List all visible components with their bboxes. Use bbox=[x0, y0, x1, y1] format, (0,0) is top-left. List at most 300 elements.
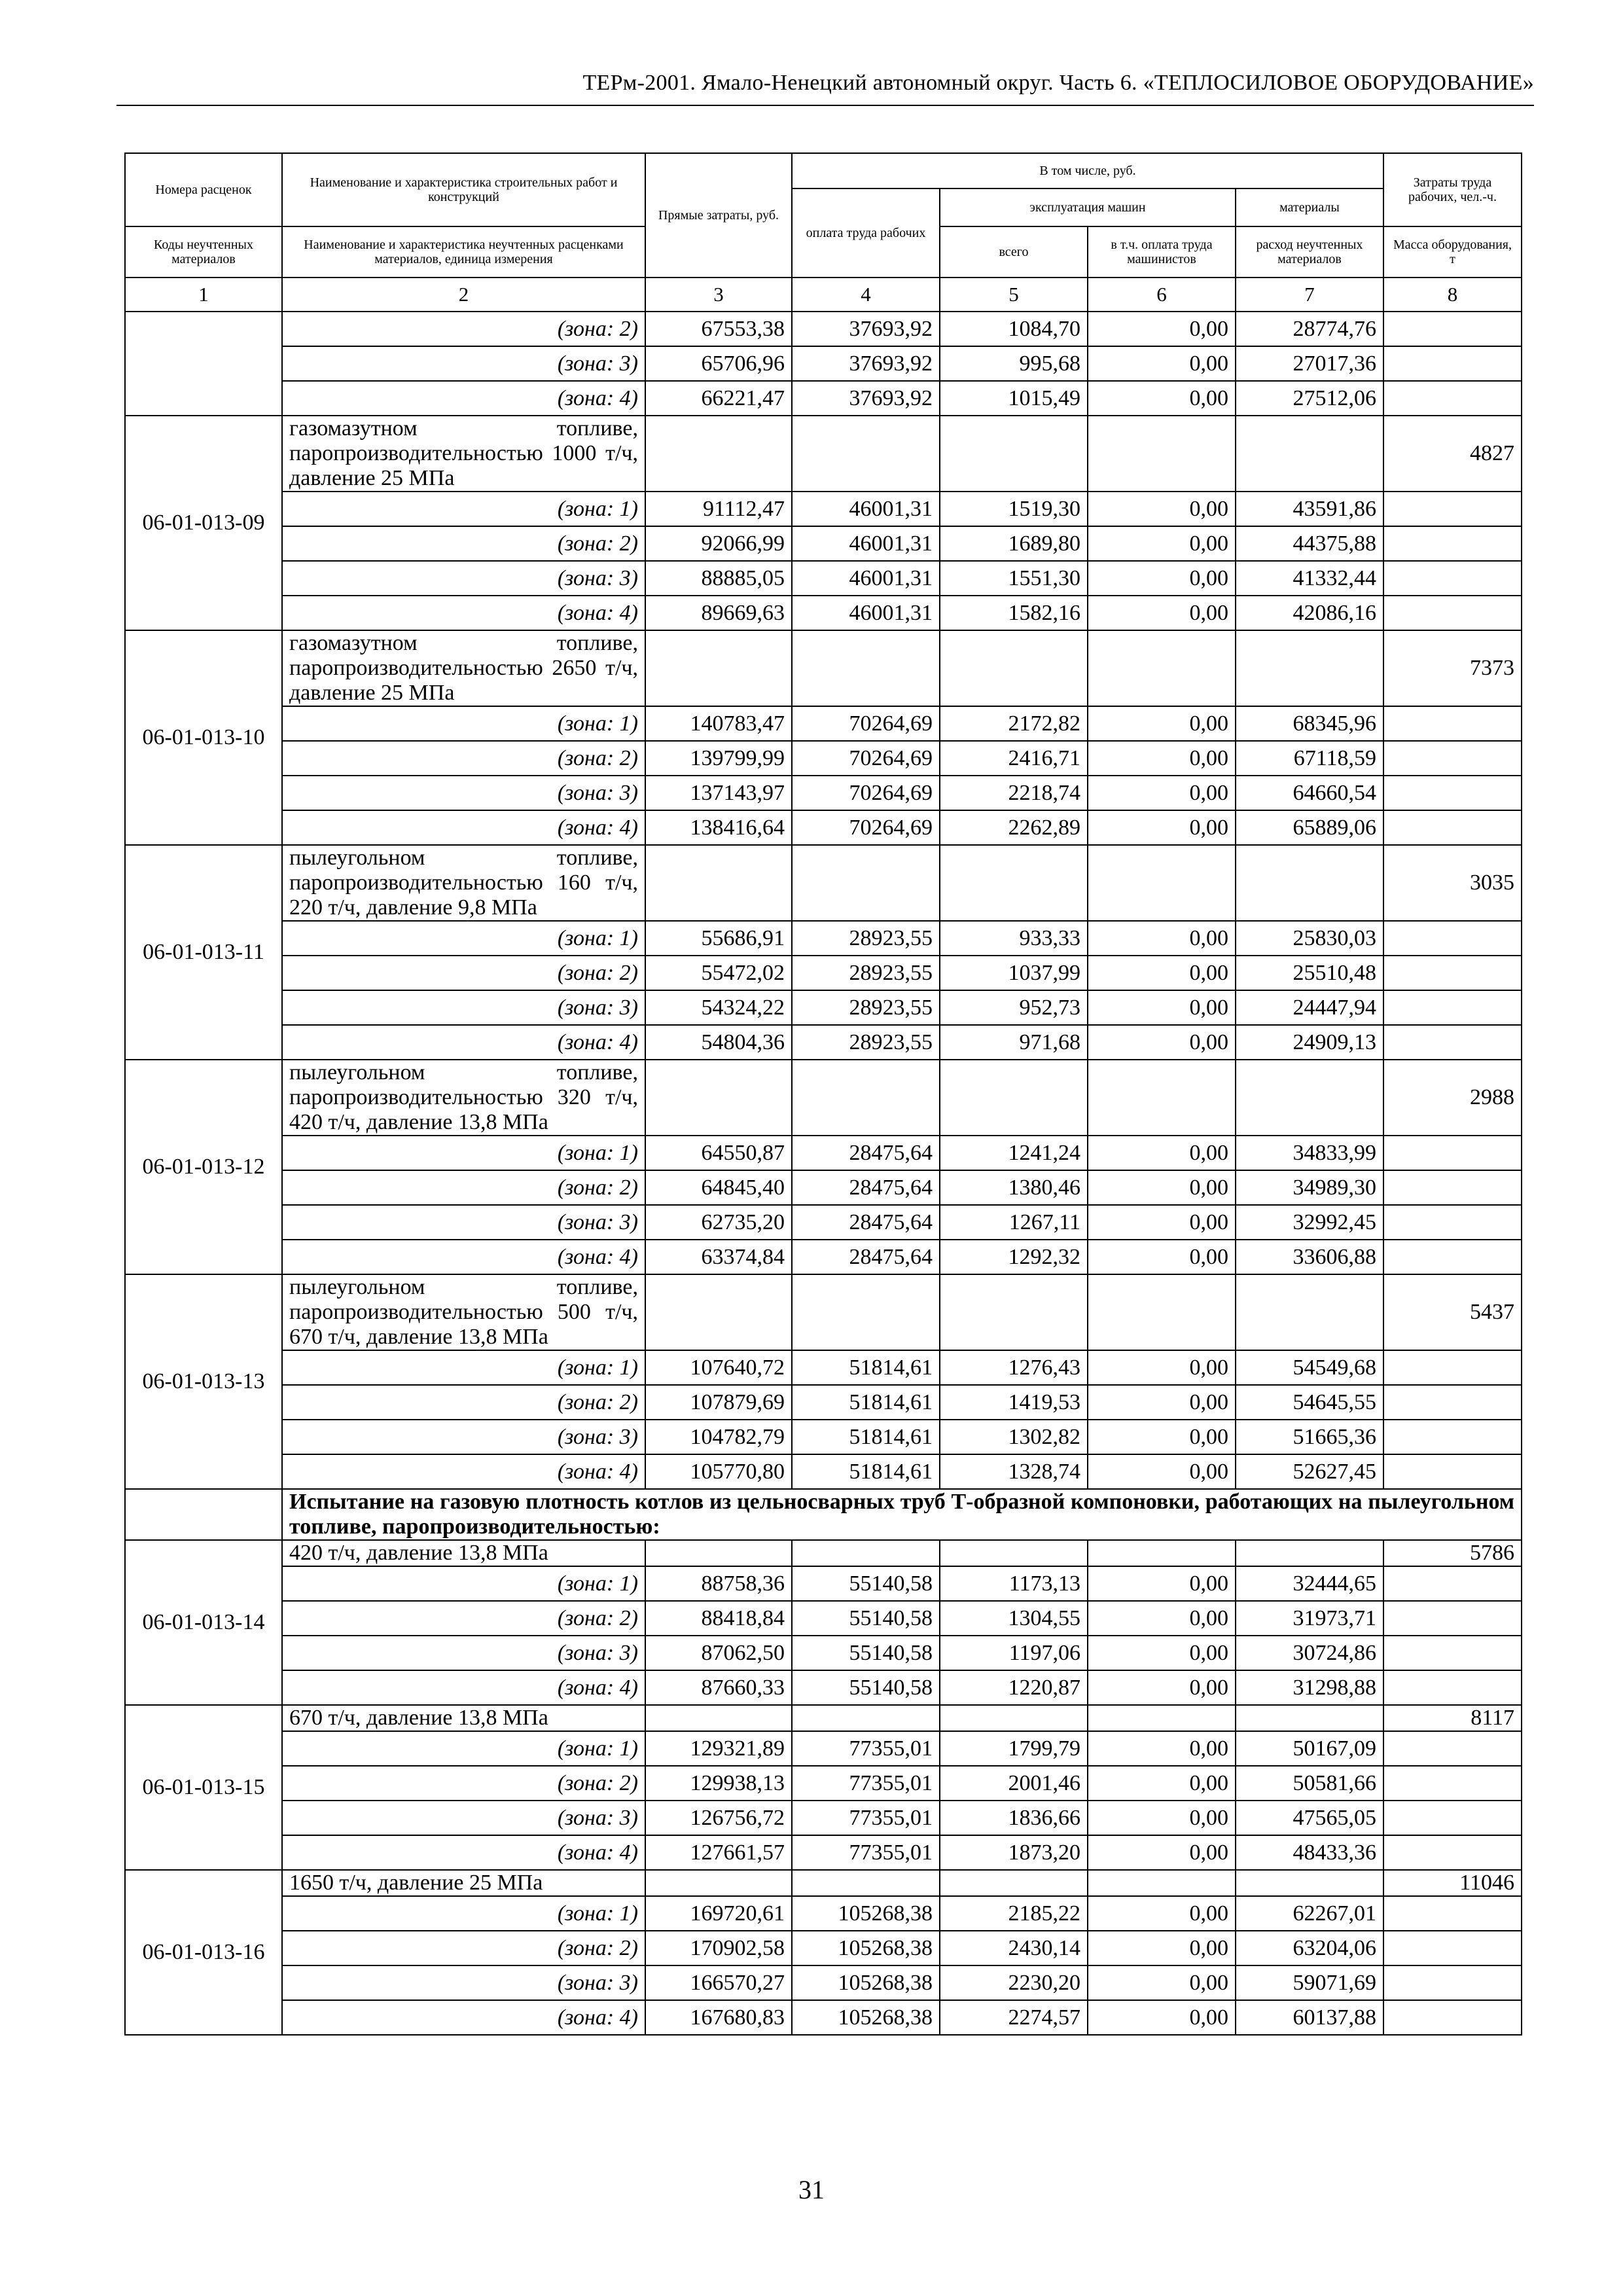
worker-wages: 28923,55 bbox=[792, 990, 940, 1025]
zone-label: (зона: 4) bbox=[282, 1240, 645, 1274]
operator-wages: 0,00 bbox=[1088, 1454, 1236, 1489]
operator-wages: 0,00 bbox=[1088, 1601, 1236, 1636]
direct-costs: 63374,84 bbox=[645, 1240, 792, 1274]
operator-wages: 0,00 bbox=[1088, 1965, 1236, 2000]
machine-costs: 1302,82 bbox=[940, 1420, 1088, 1454]
worker-wages: 70264,69 bbox=[792, 776, 940, 810]
column-number: 4 bbox=[792, 278, 940, 312]
direct-costs: 107879,69 bbox=[645, 1385, 792, 1420]
worker-wages: 28475,64 bbox=[792, 1205, 940, 1240]
rate-code: 06-01-013-16 bbox=[125, 1870, 282, 2035]
material-costs: 64660,54 bbox=[1236, 776, 1383, 810]
material-costs: 31973,71 bbox=[1236, 1601, 1383, 1636]
zone-row bbox=[125, 1931, 1522, 1965]
zone-label: (зона: 3) bbox=[282, 776, 645, 810]
direct-costs: 107640,72 bbox=[645, 1350, 792, 1385]
zone-row bbox=[125, 810, 1522, 845]
direct-costs: 137143,97 bbox=[645, 776, 792, 810]
direct-costs: 129938,13 bbox=[645, 1766, 792, 1801]
empty-cell bbox=[645, 630, 792, 706]
direct-costs: 87062,50 bbox=[645, 1636, 792, 1670]
zone-label: (зона: 2) bbox=[282, 1601, 645, 1636]
machine-costs: 1328,74 bbox=[940, 1454, 1088, 1489]
rate-code: 06-01-013-10 bbox=[125, 630, 282, 845]
zone-label: (зона: 1) bbox=[282, 1350, 645, 1385]
column-number: 8 bbox=[1383, 278, 1522, 312]
zone-row bbox=[125, 1636, 1522, 1670]
zone-row bbox=[125, 706, 1522, 741]
operator-wages: 0,00 bbox=[1088, 1136, 1236, 1170]
worker-wages: 28923,55 bbox=[792, 956, 940, 990]
empty-cell bbox=[1383, 1566, 1522, 1601]
empty-cell bbox=[940, 1705, 1088, 1731]
zone-label: (зона: 3) bbox=[282, 990, 645, 1025]
material-costs: 67118,59 bbox=[1236, 741, 1383, 776]
zone-row bbox=[125, 1454, 1522, 1489]
empty-cell bbox=[1088, 416, 1236, 492]
material-costs: 24447,94 bbox=[1236, 990, 1383, 1025]
rate-item-row bbox=[125, 416, 1522, 492]
zone-row bbox=[125, 561, 1522, 596]
direct-costs: 87660,33 bbox=[645, 1670, 792, 1705]
material-costs: 63204,06 bbox=[1236, 1931, 1383, 1965]
empty-cell bbox=[1236, 1870, 1383, 1896]
zone-label: (зона: 1) bbox=[282, 1896, 645, 1931]
empty-cell bbox=[940, 1870, 1088, 1896]
empty-cell bbox=[1383, 492, 1522, 526]
machine-costs: 1304,55 bbox=[940, 1601, 1088, 1636]
direct-costs: 88885,05 bbox=[645, 561, 792, 596]
material-costs: 60137,88 bbox=[1236, 2000, 1383, 2035]
zone-label: (зона: 4) bbox=[282, 1025, 645, 1060]
rate-description: газомазутном топливе, паропроизводительностью 1000 т/ч, давление 25 МПа bbox=[282, 416, 645, 492]
operator-wages: 0,00 bbox=[1088, 921, 1236, 956]
direct-costs: 65706,96 bbox=[645, 346, 792, 381]
operator-wages: 0,00 bbox=[1088, 1420, 1236, 1454]
worker-wages: 28475,64 bbox=[792, 1136, 940, 1170]
empty-cell bbox=[1383, 1931, 1522, 1965]
header-material-codes: Коды неучтенных материалов bbox=[125, 226, 282, 278]
operator-wages: 0,00 bbox=[1088, 492, 1236, 526]
material-costs: 65889,06 bbox=[1236, 810, 1383, 845]
operator-wages: 0,00 bbox=[1088, 1350, 1236, 1385]
empty-cell bbox=[1088, 1870, 1236, 1896]
rate-code bbox=[125, 312, 282, 416]
empty-cell bbox=[1383, 776, 1522, 810]
worker-wages: 28475,64 bbox=[792, 1170, 940, 1205]
empty-cell bbox=[1088, 1060, 1236, 1136]
section-heading: Испытание на газовую плотность котлов из цельносварных труб Т-образной компоновки, работающих на пылеугольном топливе, паропроизводительностью: bbox=[282, 1489, 1522, 1540]
empty-cell bbox=[1088, 630, 1236, 706]
worker-wages: 105268,38 bbox=[792, 1965, 940, 2000]
empty-cell bbox=[1383, 956, 1522, 990]
direct-costs: 92066,99 bbox=[645, 526, 792, 561]
machine-costs: 1267,11 bbox=[940, 1205, 1088, 1240]
header-equipment-mass: Масса оборудования, т bbox=[1383, 226, 1522, 278]
operator-wages: 0,00 bbox=[1088, 741, 1236, 776]
rate-item-row bbox=[125, 845, 1522, 921]
zone-row bbox=[125, 526, 1522, 561]
header-rule bbox=[116, 105, 1534, 106]
rate-code: 06-01-013-11 bbox=[125, 845, 282, 1060]
worker-wages: 105268,38 bbox=[792, 1931, 940, 1965]
worker-wages: 105268,38 bbox=[792, 2000, 940, 2035]
empty-cell bbox=[1383, 1136, 1522, 1170]
direct-costs: 104782,79 bbox=[645, 1420, 792, 1454]
material-costs: 52627,45 bbox=[1236, 1454, 1383, 1489]
rate-code: 06-01-013-09 bbox=[125, 416, 282, 630]
empty-cell bbox=[1383, 1801, 1522, 1835]
empty-cell bbox=[1383, 1636, 1522, 1670]
machine-costs: 952,73 bbox=[940, 990, 1088, 1025]
header-material-consumption: расход неучтенных материалов bbox=[1236, 226, 1383, 278]
empty-cell bbox=[1383, 1420, 1522, 1454]
empty-cell bbox=[1236, 1274, 1383, 1350]
material-costs: 68345,96 bbox=[1236, 706, 1383, 741]
empty-cell bbox=[792, 1540, 940, 1566]
zone-label: (зона: 3) bbox=[282, 1205, 645, 1240]
operator-wages: 0,00 bbox=[1088, 1385, 1236, 1420]
zone-row bbox=[125, 1601, 1522, 1636]
direct-costs: 88758,36 bbox=[645, 1566, 792, 1601]
zone-label: (зона: 1) bbox=[282, 706, 645, 741]
empty-cell bbox=[940, 416, 1088, 492]
column-number: 3 bbox=[645, 278, 792, 312]
zone-label: (зона: 2) bbox=[282, 741, 645, 776]
machine-costs: 1519,30 bbox=[940, 492, 1088, 526]
direct-costs: 170902,58 bbox=[645, 1931, 792, 1965]
empty-cell bbox=[1383, 1835, 1522, 1870]
rate-code: 06-01-013-12 bbox=[125, 1060, 282, 1274]
empty-cell bbox=[645, 1060, 792, 1136]
equipment-mass: 3035 bbox=[1383, 845, 1522, 921]
empty-cell bbox=[645, 1540, 792, 1566]
material-costs: 44375,88 bbox=[1236, 526, 1383, 561]
equipment-mass: 11046 bbox=[1383, 1870, 1522, 1896]
empty-cell bbox=[792, 416, 940, 492]
table-body bbox=[125, 312, 1522, 2035]
rate-item-row bbox=[125, 1705, 1522, 1731]
machine-costs: 933,33 bbox=[940, 921, 1088, 956]
zone-row bbox=[125, 1566, 1522, 1601]
direct-costs: 66221,47 bbox=[645, 381, 792, 416]
worker-wages: 37693,92 bbox=[792, 346, 940, 381]
zone-row bbox=[125, 1350, 1522, 1385]
zone-row bbox=[125, 990, 1522, 1025]
empty-cell bbox=[1383, 810, 1522, 845]
zone-label: (зона: 3) bbox=[282, 1965, 645, 2000]
machine-costs: 2185,22 bbox=[940, 1896, 1088, 1931]
empty-cell bbox=[940, 1274, 1088, 1350]
operator-wages: 0,00 bbox=[1088, 2000, 1236, 2035]
operator-wages: 0,00 bbox=[1088, 1835, 1236, 1870]
zone-label: (зона: 4) bbox=[282, 596, 645, 630]
material-costs: 48433,36 bbox=[1236, 1835, 1383, 1870]
material-costs: 51665,36 bbox=[1236, 1420, 1383, 1454]
operator-wages: 0,00 bbox=[1088, 1931, 1236, 1965]
header-material-description: Наименование и характеристика неучтенных расценками материалов, единица измерения bbox=[282, 226, 645, 278]
empty-cell bbox=[1383, 990, 1522, 1025]
empty-cell bbox=[940, 845, 1088, 921]
material-costs: 34989,30 bbox=[1236, 1170, 1383, 1205]
empty-cell bbox=[1383, 1731, 1522, 1766]
machine-costs: 2230,20 bbox=[940, 1965, 1088, 2000]
rate-item-row bbox=[125, 1540, 1522, 1566]
material-costs: 33606,88 bbox=[1236, 1240, 1383, 1274]
operator-wages: 0,00 bbox=[1088, 1205, 1236, 1240]
header-work-description: Наименование и характеристика строительных работ и конструкций bbox=[282, 153, 645, 226]
zone-label: (зона: 4) bbox=[282, 810, 645, 845]
worker-wages: 55140,58 bbox=[792, 1566, 940, 1601]
operator-wages: 0,00 bbox=[1088, 1766, 1236, 1801]
machine-costs: 1419,53 bbox=[940, 1385, 1088, 1420]
machine-costs: 1241,24 bbox=[940, 1136, 1088, 1170]
worker-wages: 77355,01 bbox=[792, 1731, 940, 1766]
empty-cell bbox=[792, 1705, 940, 1731]
machine-costs: 1582,16 bbox=[940, 596, 1088, 630]
empty-cell bbox=[1383, 1385, 1522, 1420]
operator-wages: 0,00 bbox=[1088, 381, 1236, 416]
empty-cell bbox=[1383, 561, 1522, 596]
direct-costs: 64550,87 bbox=[645, 1136, 792, 1170]
worker-wages: 46001,31 bbox=[792, 526, 940, 561]
worker-wages: 51814,61 bbox=[792, 1350, 940, 1385]
empty-cell bbox=[792, 1274, 940, 1350]
header-machine-operation: эксплуатация машин bbox=[940, 188, 1236, 226]
empty-cell bbox=[1383, 921, 1522, 956]
material-costs: 42086,16 bbox=[1236, 596, 1383, 630]
empty-cell bbox=[1383, 706, 1522, 741]
empty-cell bbox=[1236, 845, 1383, 921]
empty-cell bbox=[645, 1705, 792, 1731]
zone-row bbox=[125, 492, 1522, 526]
worker-wages: 51814,61 bbox=[792, 1454, 940, 1489]
operator-wages: 0,00 bbox=[1088, 561, 1236, 596]
material-costs: 27017,36 bbox=[1236, 346, 1383, 381]
machine-costs: 1873,20 bbox=[940, 1835, 1088, 1870]
operator-wages: 0,00 bbox=[1088, 346, 1236, 381]
empty-cell bbox=[1383, 312, 1522, 346]
column-number: 6 bbox=[1088, 278, 1236, 312]
zone-label: (зона: 1) bbox=[282, 1136, 645, 1170]
zone-label: (зона: 3) bbox=[282, 1420, 645, 1454]
worker-wages: 51814,61 bbox=[792, 1420, 940, 1454]
operator-wages: 0,00 bbox=[1088, 1636, 1236, 1670]
direct-costs: 55686,91 bbox=[645, 921, 792, 956]
worker-wages: 77355,01 bbox=[792, 1835, 940, 1870]
direct-costs: 129321,89 bbox=[645, 1731, 792, 1766]
operator-wages: 0,00 bbox=[1088, 1670, 1236, 1705]
equipment-mass: 7373 bbox=[1383, 630, 1522, 706]
empty-cell bbox=[1383, 1896, 1522, 1931]
direct-costs: 167680,83 bbox=[645, 2000, 792, 2035]
machine-costs: 2416,71 bbox=[940, 741, 1088, 776]
empty-cell bbox=[792, 1060, 940, 1136]
zone-label: (зона: 3) bbox=[282, 1636, 645, 1670]
rate-description: 420 т/ч, давление 13,8 МПа bbox=[282, 1540, 645, 1566]
empty-cell bbox=[1383, 346, 1522, 381]
zone-label: (зона: 2) bbox=[282, 312, 645, 346]
rate-item-row bbox=[125, 630, 1522, 706]
machine-costs: 1084,70 bbox=[940, 312, 1088, 346]
zone-label: (зона: 3) bbox=[282, 561, 645, 596]
zone-label: (зона: 2) bbox=[282, 1931, 645, 1965]
empty-cell bbox=[1383, 2000, 1522, 2035]
zone-row bbox=[125, 1766, 1522, 1801]
machine-costs: 1220,87 bbox=[940, 1670, 1088, 1705]
zone-row bbox=[125, 741, 1522, 776]
zone-label: (зона: 2) bbox=[282, 1385, 645, 1420]
empty-cell bbox=[645, 1870, 792, 1896]
material-costs: 31298,88 bbox=[1236, 1670, 1383, 1705]
zone-row bbox=[125, 1731, 1522, 1766]
zone-row bbox=[125, 1420, 1522, 1454]
machine-costs: 1380,46 bbox=[940, 1170, 1088, 1205]
operator-wages: 0,00 bbox=[1088, 596, 1236, 630]
material-costs: 25510,48 bbox=[1236, 956, 1383, 990]
zone-row bbox=[125, 381, 1522, 416]
worker-wages: 51814,61 bbox=[792, 1385, 940, 1420]
rate-description: пылеугольном топливе, паропроизводительностью 500 т/ч, 670 т/ч, давление 13,8 МПа bbox=[282, 1274, 645, 1350]
machine-costs: 1037,99 bbox=[940, 956, 1088, 990]
direct-costs: 105770,80 bbox=[645, 1454, 792, 1489]
empty-cell bbox=[1383, 526, 1522, 561]
operator-wages: 0,00 bbox=[1088, 1170, 1236, 1205]
rate-item-row bbox=[125, 1274, 1522, 1350]
worker-wages: 37693,92 bbox=[792, 312, 940, 346]
rate-item-row bbox=[125, 1060, 1522, 1136]
zone-row bbox=[125, 956, 1522, 990]
machine-costs: 2172,82 bbox=[940, 706, 1088, 741]
operator-wages: 0,00 bbox=[1088, 1025, 1236, 1060]
material-costs: 28774,76 bbox=[1236, 312, 1383, 346]
operator-wages: 0,00 bbox=[1088, 526, 1236, 561]
zone-label: (зона: 1) bbox=[282, 921, 645, 956]
equipment-mass: 8117 bbox=[1383, 1705, 1522, 1731]
empty-cell bbox=[1383, 1454, 1522, 1489]
rate-description: 1650 т/ч, давление 25 МПа bbox=[282, 1870, 645, 1896]
material-costs: 27512,06 bbox=[1236, 381, 1383, 416]
empty-cell bbox=[792, 1870, 940, 1896]
machine-costs: 1689,80 bbox=[940, 526, 1088, 561]
header-operator-wages: в т.ч. оплата труда машинистов bbox=[1088, 226, 1236, 278]
worker-wages: 105268,38 bbox=[792, 1896, 940, 1931]
worker-wages: 46001,31 bbox=[792, 492, 940, 526]
equipment-mass: 2988 bbox=[1383, 1060, 1522, 1136]
empty-cell bbox=[1088, 1705, 1236, 1731]
direct-costs: 138416,64 bbox=[645, 810, 792, 845]
empty-cell bbox=[645, 1274, 792, 1350]
worker-wages: 55140,58 bbox=[792, 1601, 940, 1636]
material-costs: 50581,66 bbox=[1236, 1766, 1383, 1801]
header-worker-wages: оплата труда рабочих bbox=[792, 188, 940, 278]
empty-cell bbox=[1236, 416, 1383, 492]
empty-cell bbox=[1383, 1025, 1522, 1060]
running-head: ТЕРм-2001. Ямало-Ненецкий автономный округ. Часть 6. «ТЕПЛОСИЛОВОЕ ОБОРУДОВАНИЕ» bbox=[582, 71, 1534, 95]
material-costs: 54549,68 bbox=[1236, 1350, 1383, 1385]
column-number: 7 bbox=[1236, 278, 1383, 312]
direct-costs: 126756,72 bbox=[645, 1801, 792, 1835]
worker-wages: 70264,69 bbox=[792, 706, 940, 741]
rate-description: 670 т/ч, давление 13,8 МПа bbox=[282, 1705, 645, 1731]
direct-costs: 64845,40 bbox=[645, 1170, 792, 1205]
direct-costs: 54804,36 bbox=[645, 1025, 792, 1060]
zone-label: (зона: 2) bbox=[282, 1170, 645, 1205]
rate-description: пылеугольном топливе, паропроизводительностью 320 т/ч, 420 т/ч, давление 13,8 МПа bbox=[282, 1060, 645, 1136]
empty-cell bbox=[1383, 1965, 1522, 2000]
table-header bbox=[125, 153, 1522, 312]
worker-wages: 28475,64 bbox=[792, 1240, 940, 1274]
header-rate-number: Номера расценок bbox=[125, 153, 282, 226]
empty-cell bbox=[1383, 1601, 1522, 1636]
machine-costs: 1197,06 bbox=[940, 1636, 1088, 1670]
empty-cell bbox=[1383, 381, 1522, 416]
worker-wages: 77355,01 bbox=[792, 1766, 940, 1801]
worker-wages: 77355,01 bbox=[792, 1801, 940, 1835]
zone-row bbox=[125, 776, 1522, 810]
direct-costs: 89669,63 bbox=[645, 596, 792, 630]
direct-costs: 166570,27 bbox=[645, 1965, 792, 2000]
empty-cell bbox=[1088, 845, 1236, 921]
equipment-mass: 5786 bbox=[1383, 1540, 1522, 1566]
direct-costs: 55472,02 bbox=[645, 956, 792, 990]
material-costs: 47565,05 bbox=[1236, 1801, 1383, 1835]
operator-wages: 0,00 bbox=[1088, 1566, 1236, 1601]
material-costs: 32992,45 bbox=[1236, 1205, 1383, 1240]
zone-row bbox=[125, 1136, 1522, 1170]
zone-label: (зона: 1) bbox=[282, 1566, 645, 1601]
rate-code: 06-01-013-15 bbox=[125, 1705, 282, 1870]
direct-costs: 127661,57 bbox=[645, 1835, 792, 1870]
zone-label: (зона: 3) bbox=[282, 346, 645, 381]
zone-row bbox=[125, 2000, 1522, 2035]
zone-row bbox=[125, 346, 1522, 381]
zone-row bbox=[125, 1670, 1522, 1705]
empty-cell bbox=[1383, 596, 1522, 630]
zone-label: (зона: 1) bbox=[282, 1731, 645, 1766]
material-costs: 24909,13 bbox=[1236, 1025, 1383, 1060]
machine-costs: 2001,46 bbox=[940, 1766, 1088, 1801]
header-including: В том числе, руб. bbox=[792, 153, 1383, 188]
empty-cell bbox=[645, 845, 792, 921]
material-costs: 62267,01 bbox=[1236, 1896, 1383, 1931]
rates-table bbox=[124, 152, 1522, 2036]
worker-wages: 55140,58 bbox=[792, 1636, 940, 1670]
machine-costs: 2430,14 bbox=[940, 1931, 1088, 1965]
header-machines-total: всего bbox=[940, 226, 1088, 278]
zone-row bbox=[125, 921, 1522, 956]
worker-wages: 46001,31 bbox=[792, 561, 940, 596]
zone-label: (зона: 4) bbox=[282, 381, 645, 416]
empty-cell bbox=[1236, 1540, 1383, 1566]
direct-costs: 62735,20 bbox=[645, 1205, 792, 1240]
empty-cell bbox=[940, 1060, 1088, 1136]
empty-cell bbox=[792, 845, 940, 921]
machine-costs: 2262,89 bbox=[940, 810, 1088, 845]
machine-costs: 971,68 bbox=[940, 1025, 1088, 1060]
zone-row bbox=[125, 1835, 1522, 1870]
material-costs: 25830,03 bbox=[1236, 921, 1383, 956]
rate-code: 06-01-013-14 bbox=[125, 1540, 282, 1705]
material-costs: 59071,69 bbox=[1236, 1965, 1383, 2000]
zone-label: (зона: 3) bbox=[282, 1801, 645, 1835]
material-costs: 32444,65 bbox=[1236, 1566, 1383, 1601]
operator-wages: 0,00 bbox=[1088, 706, 1236, 741]
column-number-row bbox=[125, 278, 1522, 312]
rate-description: газомазутном топливе, паропроизводительностью 2650 т/ч, давление 25 МПа bbox=[282, 630, 645, 706]
zone-row bbox=[125, 1025, 1522, 1060]
operator-wages: 0,00 bbox=[1088, 1801, 1236, 1835]
